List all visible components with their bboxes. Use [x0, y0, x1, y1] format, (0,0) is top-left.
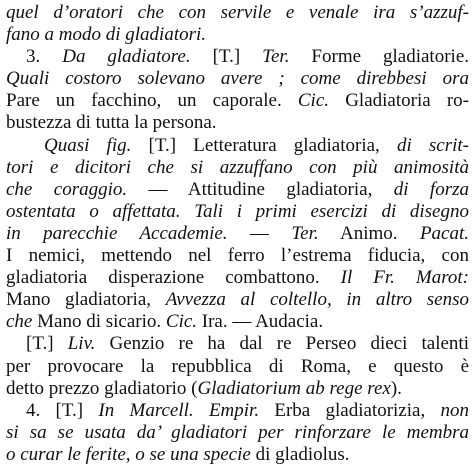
italic-text: Quasi fig.: [44, 134, 132, 156]
roman-text: Animo.: [318, 222, 420, 244]
text-line: [6, 378, 469, 400]
italic-text: si sa se usata da’ gladiatori per rinforzare le membra: [6, 421, 469, 443]
roman-text: Pare un facchino, un caporale.: [6, 90, 298, 112]
italic-text: che coraggio.: [6, 178, 128, 200]
roman-text: ).: [390, 377, 402, 399]
italic-text: Avvezza al coltello, in altro senso: [165, 289, 469, 311]
text-line: [6, 179, 469, 201]
roman-text: [T.]: [26, 333, 68, 355]
roman-text: 3.: [26, 46, 63, 68]
text-line: [6, 245, 469, 267]
roman-text: Forme gladiatorie.: [289, 46, 469, 68]
text-line: [6, 112, 469, 134]
text-line: [6, 289, 469, 311]
roman-text: I nemici, mettendo nel ferro l’estrema fiducia, con: [6, 245, 469, 267]
text-line: [6, 201, 469, 223]
italic-text: Cic.: [165, 311, 198, 333]
italic-text: Ter.: [262, 46, 290, 68]
roman-text: detto prezzo gladiatorio (: [6, 377, 198, 399]
italic-text: In Marcell. Empir.: [98, 399, 260, 421]
text-line: [6, 2, 469, 24]
italic-text: o curar le ferite, o se una specie: [6, 443, 251, 465]
roman-text: gladiatoria disperazione combattono.: [6, 267, 341, 289]
italic-text: Il Fr. Marot:: [340, 267, 469, 289]
italic-text: di forza: [393, 178, 469, 200]
text-line: [6, 223, 469, 245]
text-line: [6, 90, 469, 112]
text-line: [6, 135, 469, 157]
roman-text: di gladiolus.: [250, 443, 350, 465]
italic-text: non: [440, 399, 469, 421]
roman-text: Erba gladiatorizia,: [259, 399, 441, 421]
roman-text: bustezza di tutta la persona.: [6, 112, 217, 134]
italic-text: Cic.: [297, 90, 330, 112]
roman-text: Genzio re ha dal re Perseo dieci talenti: [95, 333, 469, 355]
italic-text: Liv.: [67, 333, 96, 355]
italic-text: Da gladiatore.: [62, 46, 191, 68]
text-line: [6, 356, 469, 378]
text-line: [6, 311, 469, 333]
roman-text: Gladiatoria ro-: [329, 90, 469, 112]
italic-text: ostentata o affettata. Tali i primi esercizi di disegno: [6, 200, 469, 222]
roman-text: Ira. — Audacia.: [197, 311, 324, 333]
italic-text: che: [6, 311, 33, 333]
italic-text: tori e dicitori che si azzuffano con più animosità: [6, 156, 469, 178]
text-line: [6, 444, 469, 466]
roman-text: Mano di sicario.: [32, 311, 166, 333]
text-line: [6, 267, 469, 289]
text-line: [6, 46, 469, 68]
italic-text: fano a modo di gladiatori.: [6, 24, 207, 46]
roman-text: 4. [T.]: [26, 399, 99, 421]
text-line: [6, 24, 469, 46]
italic-text: Pacat.: [419, 222, 469, 244]
entry-text: [6, 2, 469, 466]
roman-text: Mano gladiatoria,: [6, 289, 166, 311]
italic-text: Ter.: [291, 222, 319, 244]
italic-text: di scrit-: [396, 134, 469, 156]
roman-text: per provocare la repubblica di Roma, e questo è: [6, 355, 469, 377]
italic-text: quel d’oratori che con servile e venale ira s’azzuf-: [6, 2, 469, 23]
italic-text: Quali costoro solevano avere ; come direbbesi ora: [6, 68, 469, 90]
roman-text: —: [227, 222, 292, 244]
text-line: [6, 333, 469, 355]
italic-text: in parecchie Accademie.: [6, 222, 228, 244]
text-line: [6, 400, 469, 422]
text-line: [6, 422, 469, 444]
italic-text: Gladiatorium ab rege rex: [197, 377, 391, 399]
roman-text: [T.]: [190, 46, 263, 68]
text-line: [6, 157, 469, 179]
roman-text: [T.] Letteratura gladiatoria,: [131, 134, 397, 156]
text-line: [6, 68, 469, 90]
roman-text: — Attitudine gladiatoria,: [127, 178, 394, 200]
